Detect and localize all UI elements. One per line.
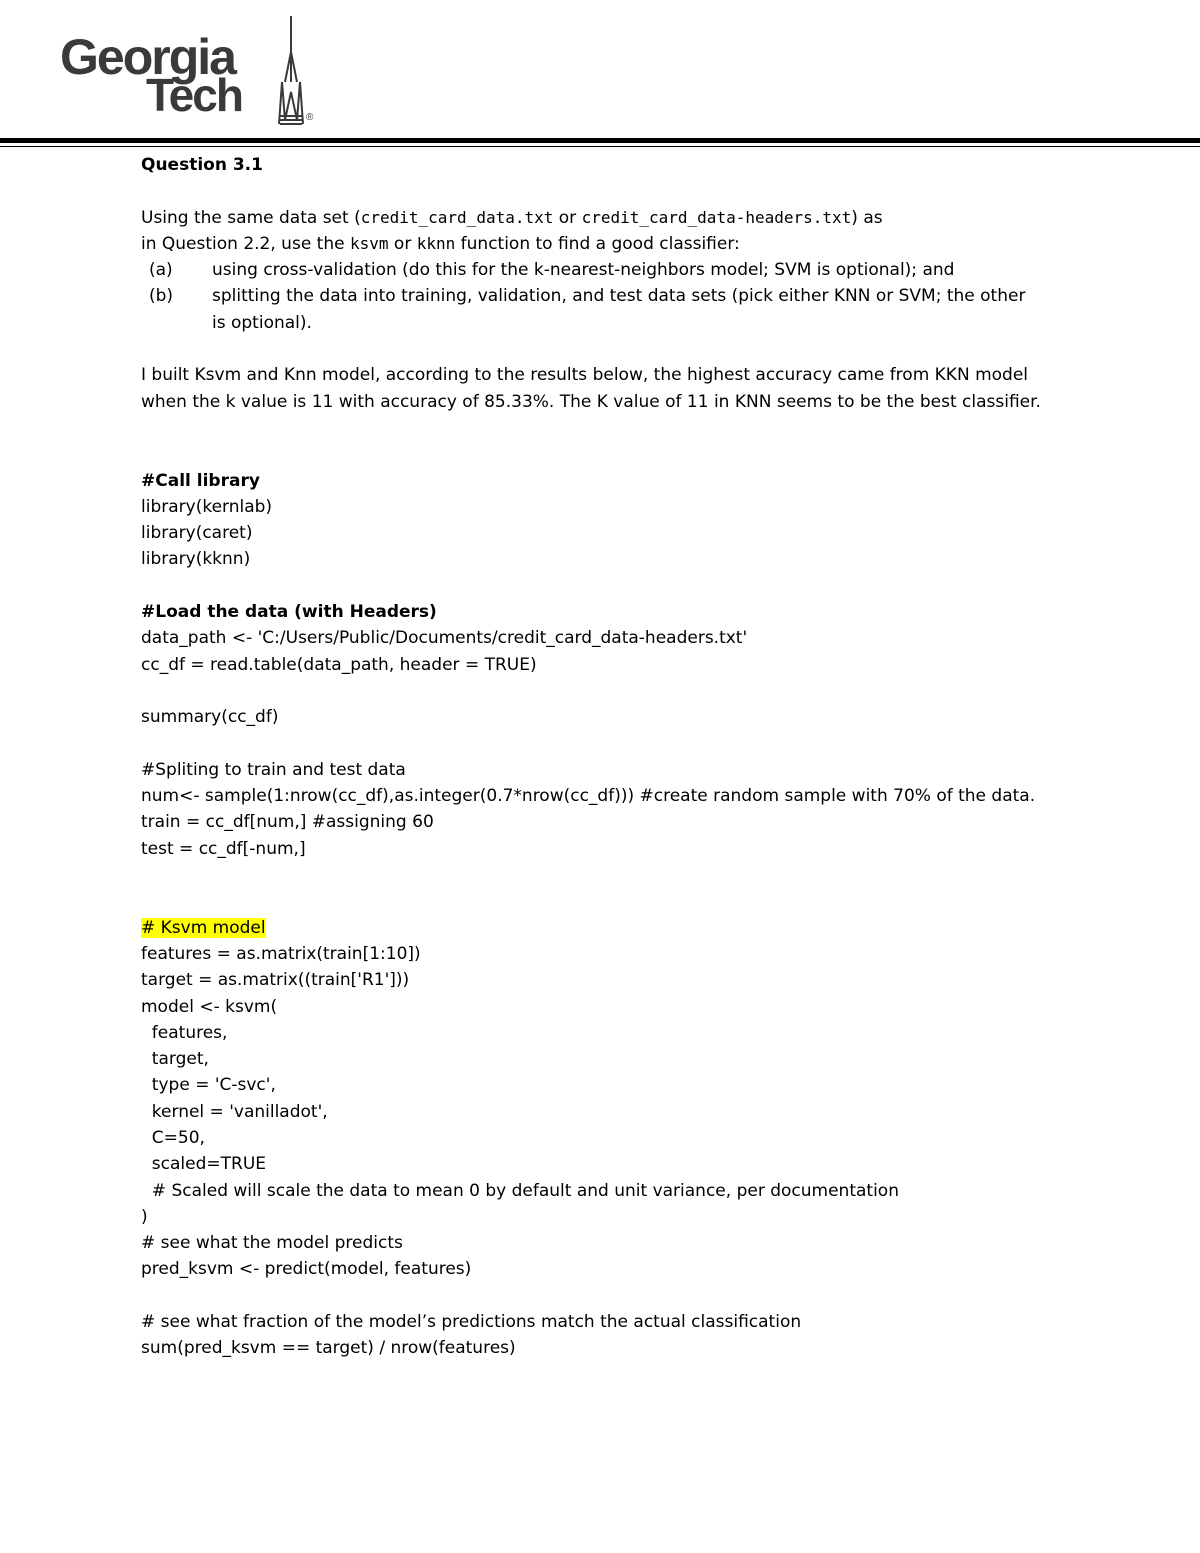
code-line: C=50, bbox=[141, 1127, 205, 1148]
question-item-b: (b) splitting the data into training, validation, and test data sets (pick either KNN or SVM; the other bbox=[149, 286, 1026, 307]
code-line: target = as.matrix((train['R1'])) bbox=[141, 970, 410, 991]
page-header bbox=[0, 0, 1200, 150]
question-item-b-cont: is optional). bbox=[212, 312, 312, 333]
answer-line-1: I built Ksvm and Knn model, according to the results below, the highest accuracy came from KKN model bbox=[141, 365, 1029, 386]
document-body bbox=[141, 152, 1101, 1362]
code-line: summary(cc_df) bbox=[141, 707, 279, 728]
code-line: num<- sample(1:nrow(cc_df),as.integer(0.7*nrow(cc_df))) #create random sample with 70% of the data. bbox=[141, 786, 1036, 807]
code-line: # see what fraction of the model’s predictions match the actual classification bbox=[141, 1312, 802, 1333]
code-filename-2: credit_card_data-headers.txt bbox=[581, 207, 852, 227]
header-rule-thick bbox=[0, 138, 1200, 143]
code-kknn: kknn bbox=[416, 233, 456, 253]
question-title: Question 3.1 bbox=[141, 155, 263, 175]
code-comment-load-data: #Load the data (with Headers) bbox=[141, 602, 437, 623]
logo-line-georgia: Georgia bbox=[60, 29, 235, 85]
code-line: type = 'C-svc', bbox=[141, 1075, 276, 1096]
code-line: data_path <- 'C:/Users/Public/Documents/credit_card_data-headers.txt' bbox=[141, 628, 748, 649]
code-line: ) bbox=[141, 1206, 148, 1227]
highlighted-heading: # Ksvm model bbox=[141, 917, 266, 938]
question-prompt-line1: Using the same data set (credit_card_data.txt or credit_card_data-headers.txt) as bbox=[141, 207, 883, 228]
code-line: # Scaled will scale the data to mean 0 by default and unit variance, per documentation bbox=[141, 1180, 899, 1201]
registered-mark: ® bbox=[306, 112, 314, 123]
code-comment-split: #Spliting to train and test data bbox=[141, 759, 406, 780]
tech-tower-icon bbox=[276, 12, 328, 130]
question-item-a: (a) using cross-validation (do this for the k-nearest-neighbors model; SVM is optional); and bbox=[149, 260, 955, 281]
answer-line-2: when the k value is 11 with accuracy of 85.33%. The K value of 11 in KNN seems to be the best classifier. bbox=[141, 391, 1041, 412]
code-line: library(kknn) bbox=[141, 549, 251, 570]
header-rule-thin bbox=[0, 146, 1200, 147]
code-line: pred_ksvm <- predict(model, features) bbox=[141, 1259, 472, 1280]
code-comment-ksvm bbox=[141, 915, 1101, 941]
georgia-tech-logo bbox=[58, 12, 328, 130]
code-line: features = as.matrix(train[1:10]) bbox=[141, 943, 421, 964]
code-line: model <- ksvm( bbox=[141, 996, 278, 1017]
code-ksvm: ksvm bbox=[349, 233, 389, 253]
code-line: features, bbox=[141, 1022, 228, 1043]
code-line: cc_df = read.table(data_path, header = TRUE) bbox=[141, 654, 537, 675]
code-line: target, bbox=[141, 1049, 209, 1070]
code-line: test = cc_df[-num,] bbox=[141, 838, 306, 859]
code-filename-1: credit_card_data.txt bbox=[360, 207, 554, 227]
code-line: kernel = 'vanilladot', bbox=[141, 1101, 328, 1122]
code-line: sum(pred_ksvm == target) / nrow(features) bbox=[141, 1338, 516, 1359]
code-line: scaled=TRUE bbox=[141, 1154, 267, 1175]
question-prompt-line2: in Question 2.2, use the ksvm or kknn function to find a good classifier: bbox=[141, 233, 740, 254]
code-comment-call-library: #Call library bbox=[141, 470, 260, 491]
code-line: train = cc_df[num,] #assigning 60 bbox=[141, 812, 434, 833]
code-line: # see what the model predicts bbox=[141, 1233, 403, 1254]
logo-line-tech: Tech bbox=[146, 69, 242, 121]
code-line: library(caret) bbox=[141, 523, 253, 544]
code-line: library(kernlab) bbox=[141, 496, 273, 517]
